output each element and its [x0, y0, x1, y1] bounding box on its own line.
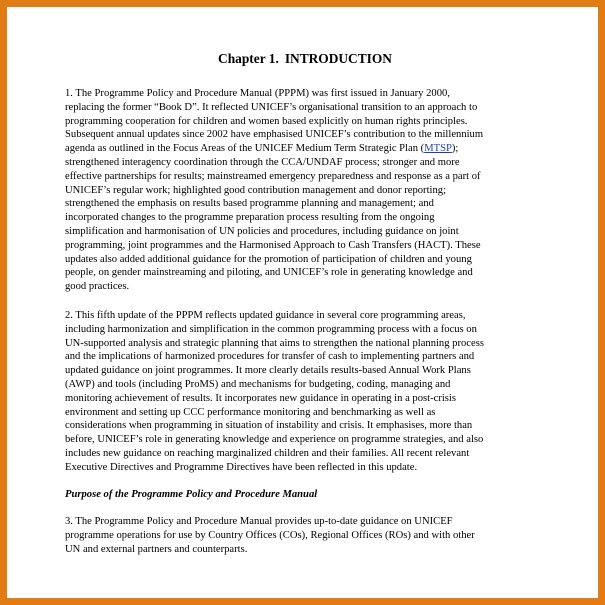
paragraph-3 [65, 515, 545, 556]
text-line: 3. The Programme Policy and Procedure Manual provides up-to-date guidance on UNICEF [65, 516, 453, 527]
text-fragment: ); [451, 143, 459, 155]
text-line [65, 142, 545, 156]
section-heading-purpose: Purpose of the Programme Policy and Procedure Manual [65, 489, 318, 500]
text-line: programme operations for use by Country Offices (COs), Regional Offices (ROs) and with other [65, 529, 475, 541]
text-line: UN-supported analysis and strategic planning that aims to strengthen the national planning process [65, 337, 484, 349]
text-fragment: agenda as outlined in the Focus Areas of the UNICEF Medium Term Strategic Plan ( [65, 143, 425, 155]
paragraph-1 [65, 87, 545, 294]
text-line: people, on gender mainstreaming and piloting, and UNICEF’s role in generating knowledge and [65, 267, 473, 279]
text-line: effective partnerships for results; mainstreamed emergency preparedness and response as a part of [65, 170, 481, 182]
text-line: before, UNICEF’s role in generating knowledge and experience on programme strategies, and also [65, 434, 484, 446]
text-line: UN and external partners and counterparts. [65, 543, 248, 555]
text-line: updated guidance on joint programmes. It more clearly details results-based Annual Work Plans [65, 365, 471, 377]
text-line: includes new guidance on reaching marginalized children and their families. All recent relevant [65, 447, 470, 459]
text-line: 2. This fifth update of the PPPM reflects updated guidance in several core programming areas, [65, 310, 466, 321]
text-line: good practices. [65, 281, 130, 293]
text-line: strengthened the emphasis on results based programme planning and management; and [65, 198, 434, 210]
chapter-heading: INTRODUCTION [284, 51, 392, 66]
text-line: strengthened interagency coordination through the CCA/UNDAF process; stronger and more [65, 156, 460, 168]
text-line: and the implications of harmonized procedures for transfer of cash to implementing partners and [65, 351, 475, 363]
text-line: updates also added additional guidance for the promotion of participation of children and young [65, 253, 472, 265]
text-line: including harmonization and simplification in the common programming process with a focus on [65, 323, 477, 335]
text-line: programming, joint programmes and the Harmonised Approach to Cash Transfers (HACT). These [65, 239, 481, 251]
chapter-number: Chapter 1. [218, 51, 279, 66]
document-page [7, 7, 598, 598]
chapter-title [65, 51, 545, 67]
paragraph-2 [65, 309, 545, 475]
text-line: simplification and harmonisation of UN policies and procedures, including guidance on joint [65, 225, 459, 237]
text-line: 1. The Programme Policy and Procedure Manual (PPPM) was first issued in January 2000, [65, 88, 450, 99]
text-line: considerations when programming in situation of instability and crisis. It emphasises, more than [65, 420, 473, 432]
mtsp-link[interactable]: MTSP [424, 143, 452, 155]
text-line: Subsequent annual updates since 2002 have emphasised UNICEF’s contribution to the millennium [65, 129, 484, 141]
text-line: environment and setting up CCC performance monitoring and benchmarking as well as [65, 406, 436, 418]
text-line: replacing the former “Book D”. It reflected UNICEF’s organisational transition to an approach to [65, 101, 478, 113]
text-line: programming cooperation for children and women based explicitly on human rights principles. [65, 115, 468, 127]
text-line: (AWP) and tools (including ProMS) and mechanisms for budgeting, coding, managing and [65, 378, 451, 390]
text-line: Executive Directives and Programme Directives have been reflected in this update. [65, 461, 418, 473]
text-line: UNICEF’s regular work; highlighted good contribution management and donor reporting; [65, 184, 447, 196]
text-line: monitoring achievement of results. It incorporates new guidance in operating in a post-crisis [65, 392, 456, 404]
text-line: incorporated changes to the programme preparation process resulting from the ongoing [65, 212, 435, 224]
